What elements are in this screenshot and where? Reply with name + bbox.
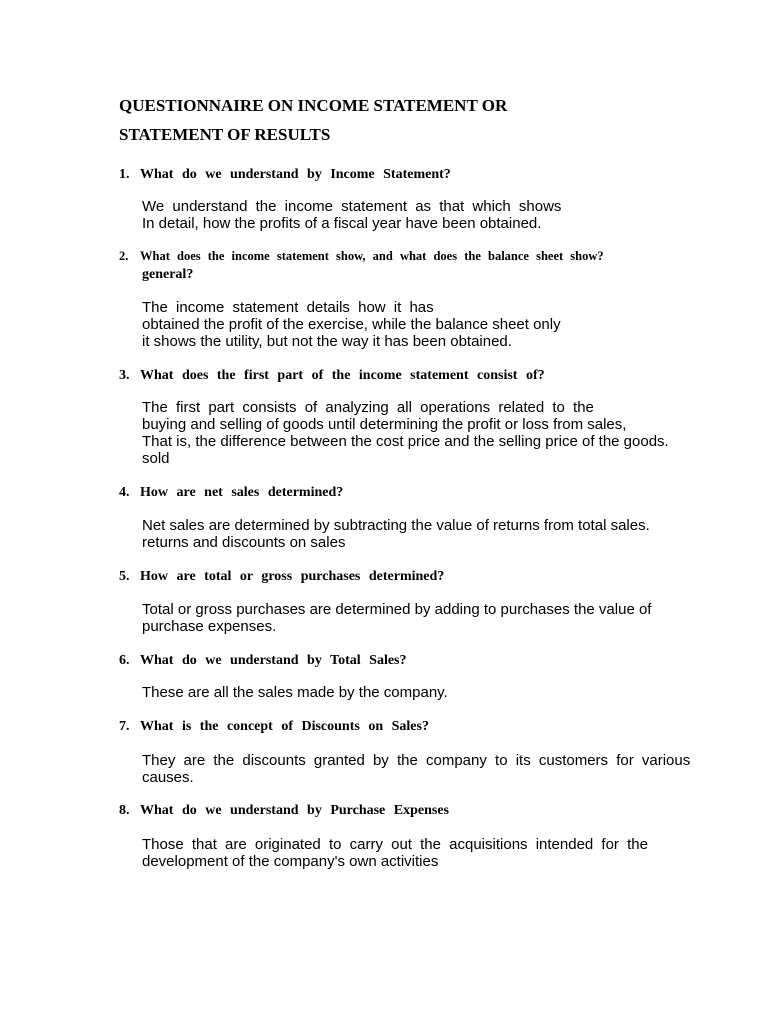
question-number: 1. [119, 167, 130, 182]
answer-3-line-3: That is, the difference between the cost price and the selling price of the goods. [142, 433, 669, 450]
question-2 [119, 248, 604, 265]
question-2-continuation: general? [142, 267, 194, 282]
answer-3-line-1: The first part consists of analyzing all operations related to the [142, 399, 594, 416]
question-1 [119, 166, 451, 183]
question-number: 5. [119, 569, 130, 584]
question-4 [119, 484, 343, 501]
question-text: What do we understand by Total Sales? [140, 653, 407, 668]
answer-1-line-2: In detail, how the profits of a fiscal year have been obtained. [142, 215, 542, 232]
question-number: 4. [119, 485, 130, 500]
question-5 [119, 568, 444, 585]
answer-4-line-1: Net sales are determined by subtracting the value of returns from total sales. [142, 517, 650, 534]
question-text: How are net sales determined? [140, 485, 344, 500]
question-number: 6. [119, 653, 130, 668]
answer-2-line-1: The income statement details how it has [142, 299, 434, 316]
answer-4-line-2: returns and discounts on sales [142, 534, 346, 551]
question-text: What do we understand by Purchase Expenses [140, 803, 450, 818]
question-7 [119, 718, 429, 735]
document-title-line-1: QUESTIONNAIRE ON INCOME STATEMENT OR [119, 96, 508, 115]
answer-7-line-1: They are the discounts granted by the company to its customers for various [142, 752, 691, 769]
question-text: What does the income statement show, and what does the balance sheet show? [140, 249, 604, 263]
answer-5-line-1: Total or gross purchases are determined by adding to purchases the value of [142, 601, 652, 618]
question-8 [119, 802, 449, 819]
answer-3-line-4: sold [142, 450, 170, 467]
answer-2-line-2: obtained the profit of the exercise, while the balance sheet only [142, 316, 561, 333]
question-number: 7. [119, 719, 130, 734]
document-title-line-2: STATEMENT OF RESULTS [119, 125, 331, 144]
answer-5-line-2: purchase expenses. [142, 618, 277, 635]
answer-8-line-1: Those that are originated to carry out the acquisitions intended for the [142, 836, 648, 853]
question-text: How are total or gross purchases determined? [140, 569, 445, 584]
question-text: What does the first part of the income statement consist of? [140, 368, 545, 383]
answer-3-line-2: buying and selling of goods until determining the profit or loss from sales, [142, 416, 627, 433]
question-text: What is the concept of Discounts on Sales? [140, 719, 429, 734]
question-text: What do we understand by Income Statement? [140, 167, 451, 182]
question-number: 8. [119, 803, 130, 818]
question-number: 3. [119, 368, 130, 383]
question-6 [119, 652, 407, 669]
question-3 [119, 367, 545, 384]
answer-6-line-1: These are all the sales made by the company. [142, 684, 448, 701]
answer-7-line-2: causes. [142, 769, 194, 786]
question-number: 2. [119, 249, 129, 263]
answer-8-line-2: development of the company's own activities [142, 853, 439, 870]
answer-2-line-3: it shows the utility, but not the way it has been obtained. [142, 333, 512, 350]
answer-1-line-1: We understand the income statement as that which shows [142, 198, 562, 215]
